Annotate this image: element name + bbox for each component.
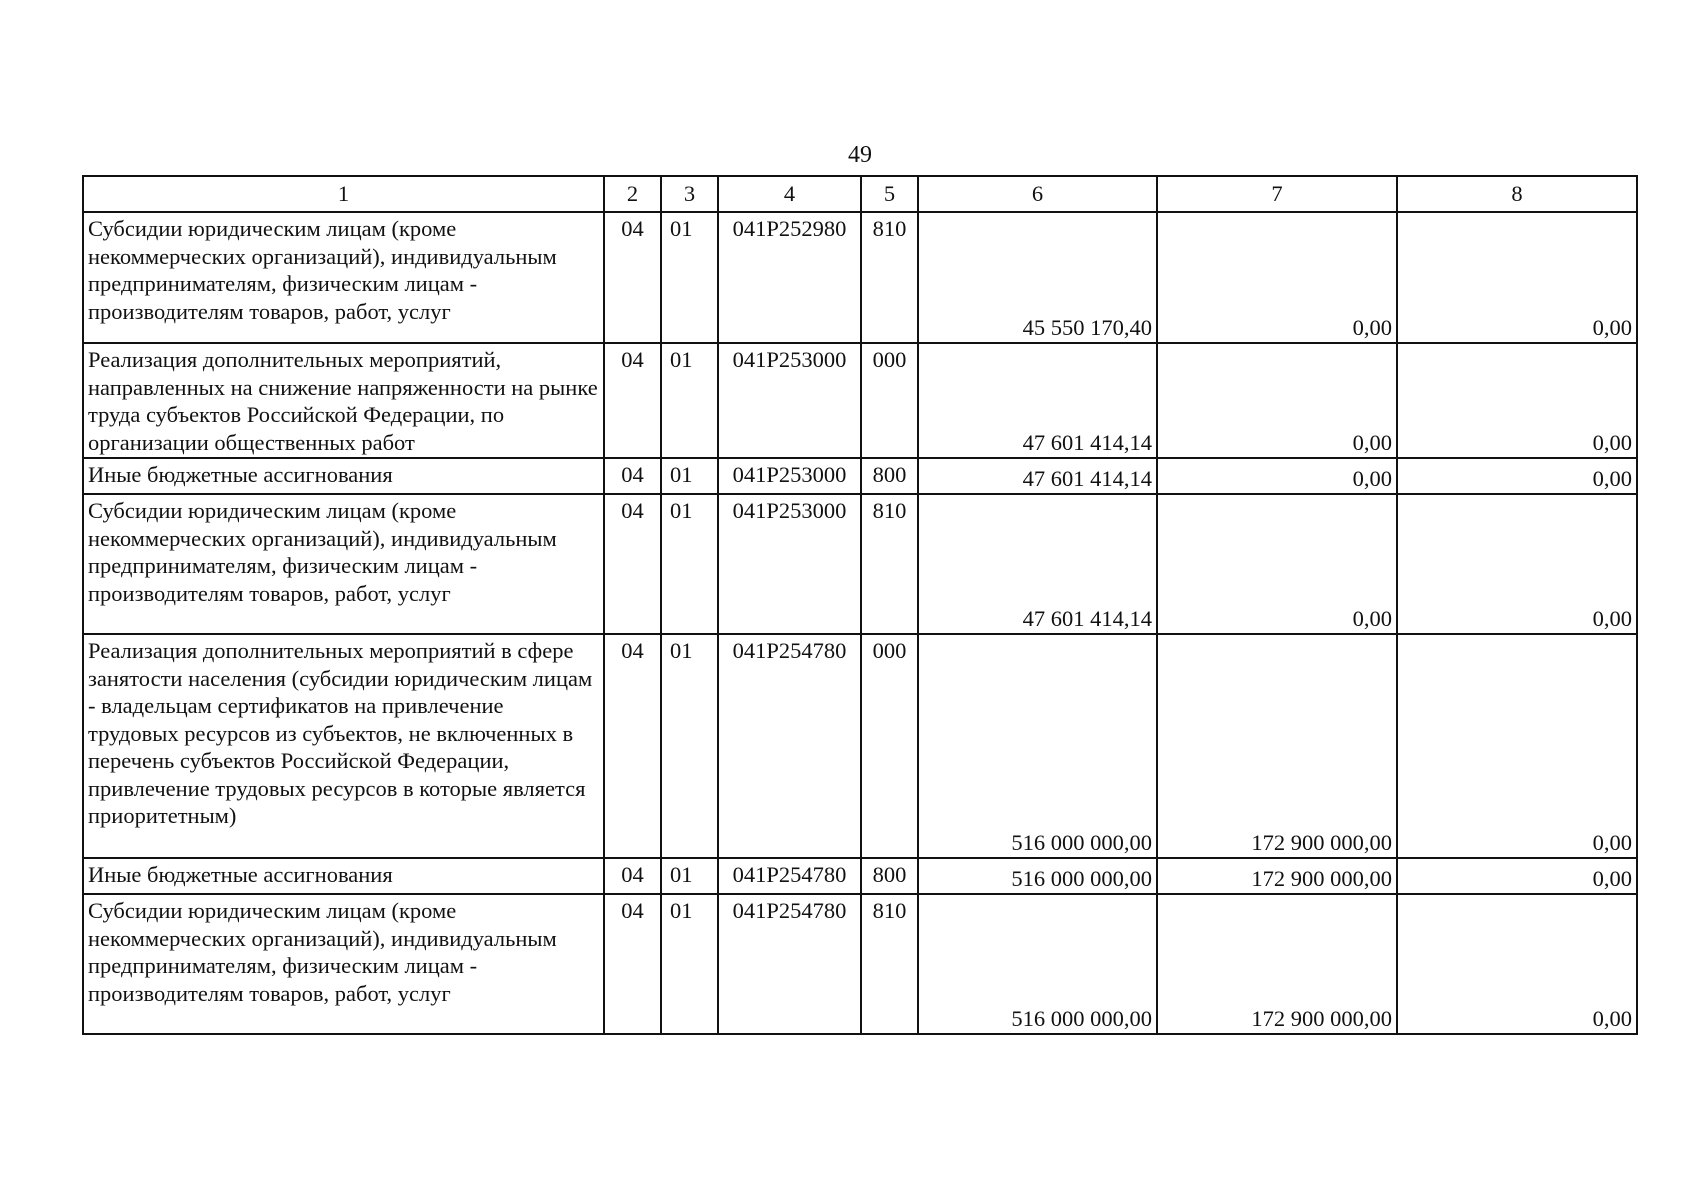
column-header-7: 7	[1157, 176, 1397, 212]
subsection-code: 01	[661, 858, 718, 894]
page-number: 49	[848, 142, 872, 168]
amount-col-8: 0,00	[1397, 634, 1637, 858]
subsection-code: 01	[661, 894, 718, 1034]
expense-type-code: 810	[861, 894, 918, 1034]
amount-col-6: 47 601 414,14	[918, 458, 1157, 494]
subsection-code: 01	[661, 494, 718, 634]
table-body	[83, 212, 1637, 1034]
amount-col-6: 516 000 000,00	[918, 894, 1157, 1034]
column-header-6: 6	[918, 176, 1157, 212]
column-header-4: 4	[718, 176, 861, 212]
target-article-code: 041P253000	[718, 343, 861, 458]
column-header-8: 8	[1397, 176, 1637, 212]
expense-name: Субсидии юридическим лицам (кроме некоммерческих организаций), индивидуальным предпринимателям, физическим лицам - производителям товаров, работ, услуг	[83, 212, 604, 343]
section-code: 04	[604, 212, 661, 343]
amount-col-6: 47 601 414,14	[918, 494, 1157, 634]
table-header	[83, 176, 1637, 212]
section-code: 04	[604, 458, 661, 494]
amount-col-6: 45 550 170,40	[918, 212, 1157, 343]
expense-type-code: 810	[861, 494, 918, 634]
section-code: 04	[604, 634, 661, 858]
target-article-code: 041P254780	[718, 634, 861, 858]
amount-col-7: 0,00	[1157, 343, 1397, 458]
subsection-code: 01	[661, 343, 718, 458]
amount-col-6: 516 000 000,00	[918, 858, 1157, 894]
section-code: 04	[604, 858, 661, 894]
amount-col-8: 0,00	[1397, 458, 1637, 494]
expense-type-code: 800	[861, 458, 918, 494]
expense-type-code: 800	[861, 858, 918, 894]
amount-col-8: 0,00	[1397, 343, 1637, 458]
column-header-1: 1	[83, 176, 604, 212]
subsection-code: 01	[661, 458, 718, 494]
target-article-code: 041P253000	[718, 494, 861, 634]
expense-type-code: 810	[861, 212, 918, 343]
amount-col-7: 172 900 000,00	[1157, 858, 1397, 894]
amount-col-8: 0,00	[1397, 494, 1637, 634]
section-code: 04	[604, 494, 661, 634]
amount-col-8: 0,00	[1397, 212, 1637, 343]
amount-col-8: 0,00	[1397, 858, 1637, 894]
subsection-code: 01	[661, 634, 718, 858]
amount-col-7: 0,00	[1157, 212, 1397, 343]
amount-col-7: 172 900 000,00	[1157, 894, 1397, 1034]
table-row	[83, 343, 1637, 458]
expense-type-code: 000	[861, 634, 918, 858]
table-row	[83, 894, 1637, 1034]
target-article-code: 041P253000	[718, 458, 861, 494]
target-article-code: 041P252980	[718, 212, 861, 343]
table-row	[83, 494, 1637, 634]
header-row	[83, 176, 1637, 212]
target-article-code: 041P254780	[718, 858, 861, 894]
expense-name: Реализация дополнительных мероприятий, направленных на снижение напряженности на рынке труда субъектов Российской Федерации, по организации общественных работ	[83, 343, 604, 458]
column-header-2: 2	[604, 176, 661, 212]
table-row	[83, 634, 1637, 858]
target-article-code: 041P254780	[718, 894, 861, 1034]
amount-col-8: 0,00	[1397, 894, 1637, 1034]
expense-name: Реализация дополнительных мероприятий в сфере занятости населения (субсидии юридическим лицам - владельцам сертификатов на привлечение трудовых ресурсов из субъектов, не включенных в перечень субъектов Российской Федерации, привлечение трудовых ресурсов в которые является приоритетным)	[83, 634, 604, 858]
expense-type-code: 000	[861, 343, 918, 458]
column-header-5: 5	[861, 176, 918, 212]
expense-name: Иные бюджетные ассигнования	[83, 458, 604, 494]
column-header-3: 3	[661, 176, 718, 212]
expense-name: Субсидии юридическим лицам (кроме некоммерческих организаций), индивидуальным предпринимателям, физическим лицам - производителям товаров, работ, услуг	[83, 494, 604, 634]
table-row	[83, 858, 1637, 894]
expense-name: Иные бюджетные ассигнования	[83, 858, 604, 894]
amount-col-7: 172 900 000,00	[1157, 634, 1397, 858]
section-code: 04	[604, 894, 661, 1034]
amount-col-7: 0,00	[1157, 494, 1397, 634]
table-row	[83, 212, 1637, 343]
expense-name: Субсидии юридическим лицам (кроме некоммерческих организаций), индивидуальным предпринимателям, физическим лицам - производителям товаров, работ, услуг	[83, 894, 604, 1034]
amount-col-6: 516 000 000,00	[918, 634, 1157, 858]
amount-col-7: 0,00	[1157, 458, 1397, 494]
section-code: 04	[604, 343, 661, 458]
table-row	[83, 458, 1637, 494]
subsection-code: 01	[661, 212, 718, 343]
amount-col-6: 47 601 414,14	[918, 343, 1157, 458]
budget-table	[82, 175, 1638, 1035]
